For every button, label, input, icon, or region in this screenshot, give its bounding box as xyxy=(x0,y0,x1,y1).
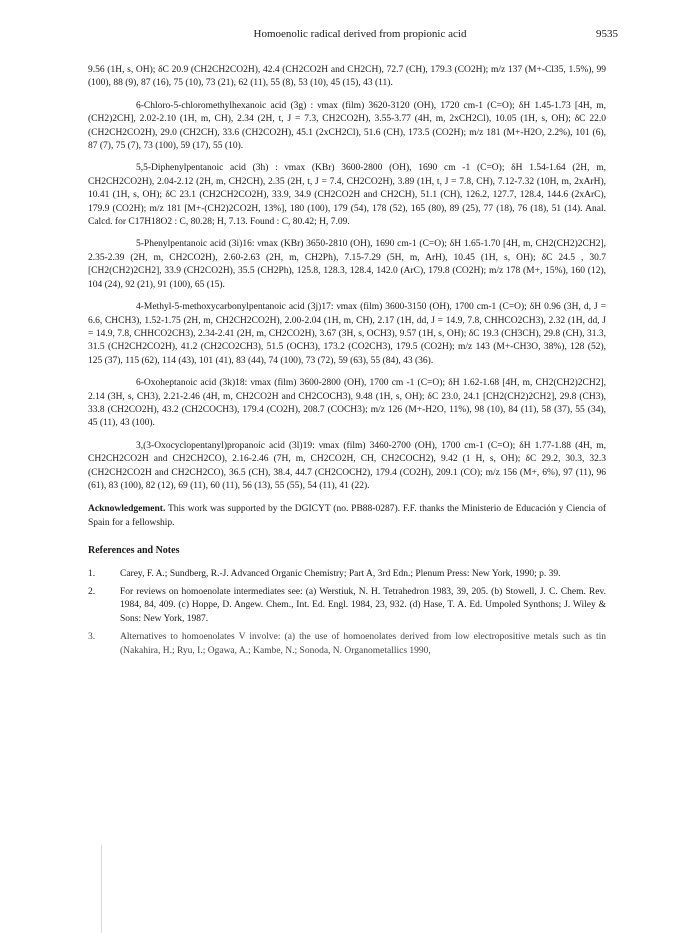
reference-text: Alternatives to homoenolates V involve: (a) the use of homoenolates derived from low electropositive metals such as tin (Nakahira, H.; Ryu, I.; Ogawa, A.; Kambe, N.; Sonoda, N. Organometallics 1990, xyxy=(120,632,606,656)
compound-entry xyxy=(88,100,606,154)
compound-3h-text: 5,5-Diphenylpentanoic acid (3h) : νmax (KBr) 3600-2800 (OH), 1690 cm -1 (C=O); δH 1.54-1.64 (2H, m, CH2CH2CO2H), 2.04-2.12 (2H, m, CH2CH), 2.35 (2H, t, J = 7.4, CH2CO2H), 3.89 (1H, t, J = 7.8, CH), 7.12-7.32 (10H, m, 2xArH), 10.41 (1H, s, OH); δC 23.1 (CH2CH2CO2H), 33.9, 34.9 (CH2CO2H and CH2CH), 51.1 (CH), 126.2, 127.7, 128.4, 144.6 (2xArC), 179.9 (CO2H); m/z 181 [M+-(CH2)2CO2H, 13%], 180 (100), 179 (54), 178 (52), 165 (80), 89 (25), 77 (18), 76 (18), 51 (14). Anal. Calcd. for C17H18O2 : C, 80.28; H, 7.13. Found : C, 80.42; H, 7.09. xyxy=(88,163,606,228)
compound-entry xyxy=(88,440,606,494)
scan-edge-line xyxy=(101,845,102,933)
references-list xyxy=(88,568,606,658)
acknowledgement-text: This work was supported by the DGICYT (no. PB88-0287). F.F. thanks the Ministerio de Educación y Ciencia of Spain for a fellowship. xyxy=(88,504,606,528)
reference-text: For reviews on homoenolate intermediates see: (a) Werstiuk, N. H. Tetrahedron 1983, 39, 205. (b) Stowell, J. C. Chem. Rev. 1984, 84, 409. (c) Hoppe, D. Angew. Chem., Int. Ed. Engl. 1984, 23, 932. (d) Hase, T. A. Ed. Umpoled Synthons; J. Wiley & Sons: New York, 1987. xyxy=(120,587,606,624)
compound-3j-text: 4-Methyl-5-methoxycarbonylpentanoic acid (3j)17: νmax (film) 3600-3150 (OH), 1700 cm-1 (C=O); δH 0.96 (3H, d, J = 6.6, CHCH3), 1.52-1.75 (2H, m, CH2CH2CO2H), 2.00-2.04 (1H, m, CH), 2.17 (1H, dd, J = 14.9, 7.8, CHHCO2CH3), 2.32 (1H, dd, J = 14.9, 7.8, CHHCO2CH3), 2.34-2.41 (2H, m, CH2CO2H), 3.67 (3H, s, OCH3), 9.57 (1H, s, OH); δC 19.3 (CH3CH), 29.8 (CH), 31.3, 31.5 (CH2CH2CO2H), 41.2 (CH2CO2CH3), 51.5 (OCH3), 173.2 (CO2CH3), 179.5 (CO2H); m/z 143 (M+-CH3O, 38%), 128 (52), 125 (37), 115 (62), 114 (43), 101 (41), 83 (44), 74 (100), 73 (72), 59 (63), 55 (84), 43 (36). xyxy=(88,302,606,366)
compound-entry xyxy=(88,301,606,368)
article-body xyxy=(88,64,606,663)
acknowledgement-label: Acknowledgement. xyxy=(88,504,166,515)
running-header xyxy=(60,28,660,44)
reference-item xyxy=(88,631,606,658)
compound-entry xyxy=(88,162,606,229)
reference-item xyxy=(88,586,606,626)
compound-entry xyxy=(88,238,606,292)
continued-paragraph: 9.56 (1H, s, OH); δC 20.9 (CH2CH2CO2H), 42.4 (CH2CO2H and CH2CH), 72.7 (CH), 179.3 (CO2H); m/z 137 (M+-Cl35, 1.5%), 99 (100), 88 (9), 87 (16), 75 (10), 73 (21), 62 (11), 55 (8), 53 (10), 45 (15), 43 (11). xyxy=(88,65,606,89)
compound-3i-text: 5-Phenylpentanoic acid (3i)16: νmax (KBr) 3650-2810 (OH), 1690 cm-1 (C=O); δH 1.65-1.70 [4H, m, CH2(CH2)2CH2], 2.35-2.39 (2H, m, CH2CO2H), 2.60-2.63 (2H, m, CH2Ph), 7.15-7.29 (5H, m, ArH), 10.45 (1H, s, OH); δC 24.5 , 30.7 [CH2(CH2)2CH2], 33.9 (CH2CO2H), 35.5 (CH2Ph), 125.8, 128.3, 128.4, 142.0 (ArC), 179.8 (CO2H); m/z 178 (M+, 15%), 160 (12), 104 (24), 92 (21), 91 (100), 65 (15). xyxy=(88,239,606,290)
page-number: 9535 xyxy=(596,28,618,40)
reference-item xyxy=(88,568,606,581)
compound-3k-text: 6-Oxoheptanoic acid (3k)18: νmax (film) 3600-2800 (OH), 1700 cm -1 (C=O); δH 1.62-1.68 [4H, m, CH2(CH2)2CH2], 2.14 (3H, s, CH3), 2.21-2.46 (4H, m, CH2CO2H and CH2COCH3), 9.48 (1H, s, OH); δC 23.0, 24.1 [CH2(CH2)2CH2], 29.8 (CH3), 33.8 (CH2CO2H), 43.2 (CH2COCH3), 179.4 (CO2H), 208.7 (COCH3); m/z 126 (M+-H2O, 11%), 98 (10), 84 (11), 58 (37), 55 (34), 45 (11), 43 (100). xyxy=(88,378,606,429)
reference-number: 1. xyxy=(88,568,96,579)
compound-3g-text: 6-Chloro-5-chloromethylhexanoic acid (3g) : νmax (film) 3620-3120 (OH), 1720 cm-1 (C=O); δH 1.45-1.73 [4H, m, (CH2)2CH], 2.02-2.10 (1H, m, CH), 2.34 (2H, t, J = 7.3, CH2CO2H), 3.55-3.77 (4H, m, 2xCH2Cl), 10.05 (1H, s, OH); δC 22.0 (CH2CH2CO2H), 29.0 (CH2CH), 33.6 (CH2CO2H), 45.1 (2xCH2Cl), 51.6 (CH), 173.5 (CO2H); m/z 181 (M+-H2O, 2.2%), 101 (6), 87 (7), 75 (7), 73 (100), 59 (17), 55 (10). xyxy=(88,100,606,152)
references-heading: References and Notes xyxy=(88,545,180,557)
compound-entry xyxy=(88,377,606,431)
running-title: Homoenolic radical derived from propionic acid xyxy=(253,28,467,40)
reference-number: 3. xyxy=(88,632,96,643)
reference-number: 2. xyxy=(88,587,96,597)
reference-text: Carey, F. A.; Sundberg, R.-J. Advanced Organic Chemistry; Part A, 3rd Edn.; Plenum Press: New York, 1990; p. 39. xyxy=(120,568,561,579)
compound-3l-text: 3,(3-Oxocyclopentanyl)propanoic acid (3l)19: νmax (film) 3460-2700 (OH), 1700 cm-1 (C=O); δH 1.77-1.88 (4H, m, CH2CH2CO2H and CH2CH2CO), 2.16-2.46 (7H, m, CH2CO2H, CH, CH2COCH2), 9.42 (1 H, s, OH); δC 29.2, 30.3, 32.3 (CH2CH2CO2H and CH2CH2CO), 36.5 (CH), 38.4, 44.7 (CH2COCH2), 179.4 (CO2H), 209.1 (CO); m/z 156 (M+, 6%), 97 (11), 96 (61), 83 (100), 82 (12), 69 (11), 60 (11), 56 (13), 55 (55), 54 (11), 41 (22). xyxy=(88,440,606,491)
acknowledgement xyxy=(88,503,606,530)
